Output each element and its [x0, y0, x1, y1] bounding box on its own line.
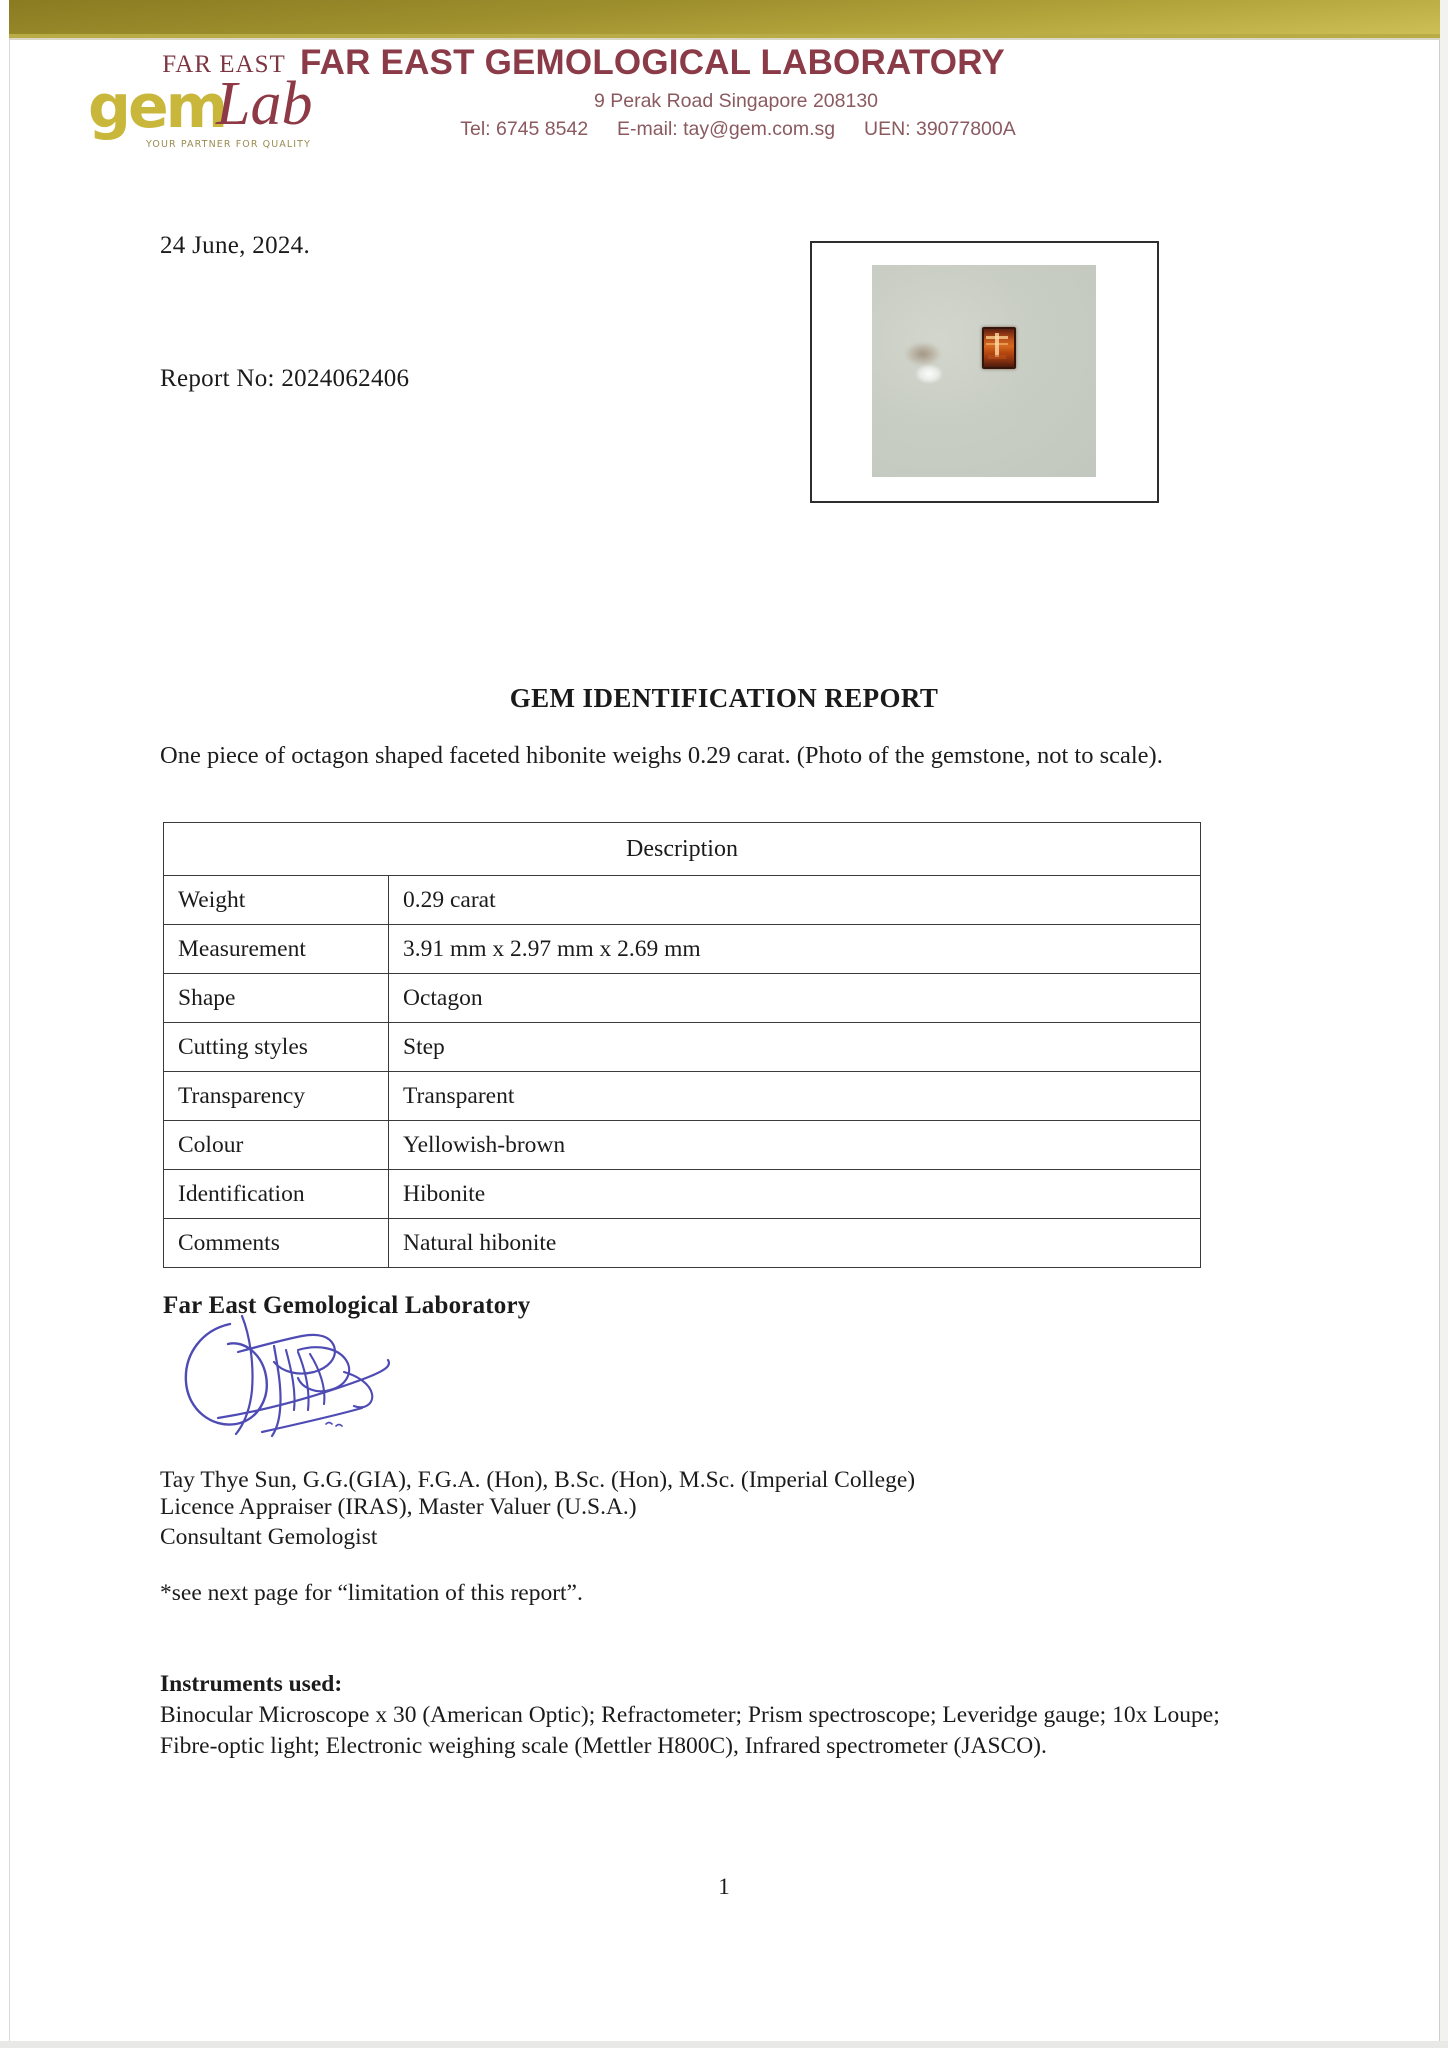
table-row — [164, 974, 1201, 1023]
signature-lab-name: Far East Gemological Laboratory — [163, 1292, 531, 1319]
signer-credentials-line1: Tay Thye Sun, G.G.(GIA), F.G.A. (Hon), B.Sc. (Hon), M.Sc. (Imperial College) — [160, 1467, 916, 1493]
photo-light-reflection — [916, 365, 942, 383]
table-cell-label: Comments — [164, 1219, 389, 1268]
table-cell-label: Cutting styles — [164, 1023, 389, 1072]
handwritten-signature — [178, 1306, 518, 1446]
lab-address: 9 Perak Road Singapore 208130 — [593, 89, 879, 112]
gemstone-image — [982, 327, 1016, 369]
table-cell-label: Identification — [164, 1170, 389, 1219]
lab-title: FAR EAST GEMOLOGICAL LABORATORY — [300, 43, 1005, 82]
signer-credentials-line2: Licence Appraiser (IRAS), Master Valuer (U.S.A.) — [160, 1494, 637, 1520]
signer-title: Consultant Gemologist — [160, 1524, 378, 1550]
gold-band-shadow — [9, 38, 1440, 40]
photo-smudge-artifact — [906, 343, 940, 365]
table-header-description: Description — [164, 823, 1201, 876]
logo-wordmark — [88, 70, 313, 150]
logo-fareast-text: FAR EAST — [162, 51, 286, 78]
lab-contact-line — [358, 118, 1118, 141]
table-cell-value: Yellowish-brown — [389, 1121, 1201, 1170]
table-body — [164, 876, 1201, 1268]
page-number: 1 — [718, 1874, 730, 1899]
scan-edge-right — [1439, 0, 1448, 2048]
header-title-block — [300, 44, 1240, 141]
lab-tel: Tel: 6745 8542 — [460, 117, 589, 140]
table-cell-label: Transparency — [164, 1072, 389, 1121]
table-row — [164, 1023, 1201, 1072]
lab-uen: UEN: 39077800A — [863, 117, 1016, 140]
report-number: Report No: 2024062406 — [160, 365, 410, 392]
table-cell-value: Step — [389, 1023, 1201, 1072]
photo-grain-overlay — [872, 265, 1096, 477]
instruments-list: Binocular Microscope x 30 (American Optic); Refractometer; Prism spectroscope; Leveridge gauge; 10x Loupe; Fibre-optic light; Electronic weighing scale (Mettler H800C), Infrared spectrometer (JASCO). — [160, 1702, 1220, 1760]
table-cell-value: 0.29 carat — [389, 876, 1201, 925]
logo-gem-text: gem — [88, 72, 226, 142]
table-cell-value: Natural hibonite — [389, 1219, 1201, 1268]
table-cell-label: Measurement — [164, 925, 389, 974]
gem-facet-vertical — [995, 333, 999, 357]
instruments-heading: Instruments used: — [160, 1671, 343, 1697]
table-cell-value: Octagon — [389, 974, 1201, 1023]
table-row — [164, 1072, 1201, 1121]
table-cell-label: Shape — [164, 974, 389, 1023]
table-row — [164, 1219, 1201, 1268]
table-head — [164, 823, 1201, 876]
logo-lab-text: Lab — [216, 70, 313, 138]
photo-image — [872, 265, 1096, 477]
gem-facet-lower — [988, 355, 1006, 359]
document-header — [0, 44, 1448, 174]
table-cell-label: Colour — [164, 1121, 389, 1170]
table-row — [164, 876, 1201, 925]
table-cell-value: Hibonite — [389, 1170, 1201, 1219]
scan-edge-bottom — [0, 2041, 1448, 2048]
table-header-row — [164, 823, 1201, 876]
lab-email: E-mail: tay@gem.com.sg — [617, 117, 836, 140]
table-cell-value: 3.91 mm x 2.97 mm x 2.69 mm — [389, 925, 1201, 974]
limitation-note: *see next page for “limitation of this report”. — [160, 1580, 583, 1606]
lab-logo — [88, 51, 313, 150]
table-row — [164, 1170, 1201, 1219]
gemstone-photo-area — [768, 205, 1188, 540]
intro-paragraph: One piece of octagon shaped faceted hibonite weighs 0.29 carat. (Photo of the gemstone, not to scale). — [160, 742, 1163, 769]
gold-header-band — [9, 0, 1440, 34]
logo-tagline: YOUR PARTNER FOR QUALITY — [146, 139, 311, 150]
scan-edge-left — [0, 0, 10, 2048]
document-date: 24 June, 2024. — [160, 232, 311, 259]
table-cell-value: Transparent — [389, 1072, 1201, 1121]
page-title: GEM IDENTIFICATION REPORT — [509, 683, 939, 713]
description-table — [163, 822, 1201, 1268]
table-cell-label: Weight — [164, 876, 389, 925]
table-row — [164, 1121, 1201, 1170]
photo-frame — [810, 241, 1159, 503]
table-row — [164, 925, 1201, 974]
